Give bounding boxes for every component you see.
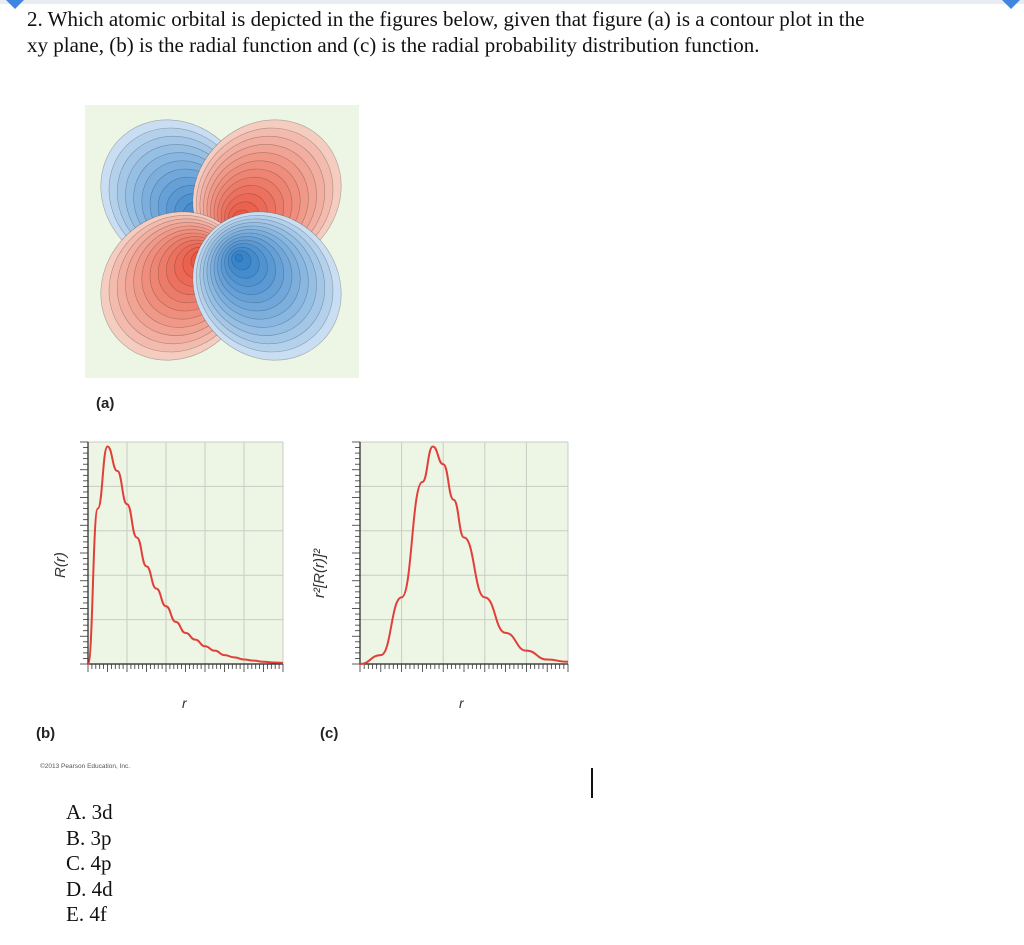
radial-probability-xlabel: r xyxy=(459,695,464,711)
orbital-figure-svg xyxy=(30,90,590,790)
radial-function-ylabel: R(r) xyxy=(52,552,69,578)
left-marker-icon[interactable] xyxy=(6,0,24,9)
question-line-1: 2. Which atomic orbital is depicted in the figures below, given that figure (a) is a contour plot in the xyxy=(27,7,865,31)
choice-a[interactable]: A. 3d xyxy=(66,800,113,824)
copyright-text: ©2013 Pearson Education, Inc. xyxy=(40,763,131,770)
radial-function-xlabel: r xyxy=(182,695,187,711)
question-line-2: xy plane, (b) is the radial function and (c) is the radial probability distribution function. xyxy=(27,33,760,57)
top-edge-bar xyxy=(0,0,1024,4)
panel-c-label: (c) xyxy=(320,725,339,742)
panel-a-label: (a) xyxy=(96,395,115,412)
answer-choices xyxy=(66,800,113,928)
text-cursor xyxy=(591,768,593,798)
radial-probability-chart xyxy=(352,442,568,672)
right-marker-icon[interactable] xyxy=(1002,0,1020,9)
radial-function-chart xyxy=(80,442,283,672)
choice-b[interactable]: B. 3p xyxy=(66,825,112,850)
choice-d[interactable]: D. 4d xyxy=(66,876,113,901)
radial-probability-ylabel: r²[R(r)]² xyxy=(311,548,328,598)
panel-b-label: (b) xyxy=(36,725,56,742)
choice-c[interactable]: C. 4p xyxy=(66,851,112,875)
plot-background xyxy=(88,442,283,664)
contour-plot-panel xyxy=(70,90,372,391)
choice-e[interactable]: E. 4f xyxy=(66,902,107,926)
question-text xyxy=(27,6,987,58)
orbital-figure xyxy=(30,90,590,790)
